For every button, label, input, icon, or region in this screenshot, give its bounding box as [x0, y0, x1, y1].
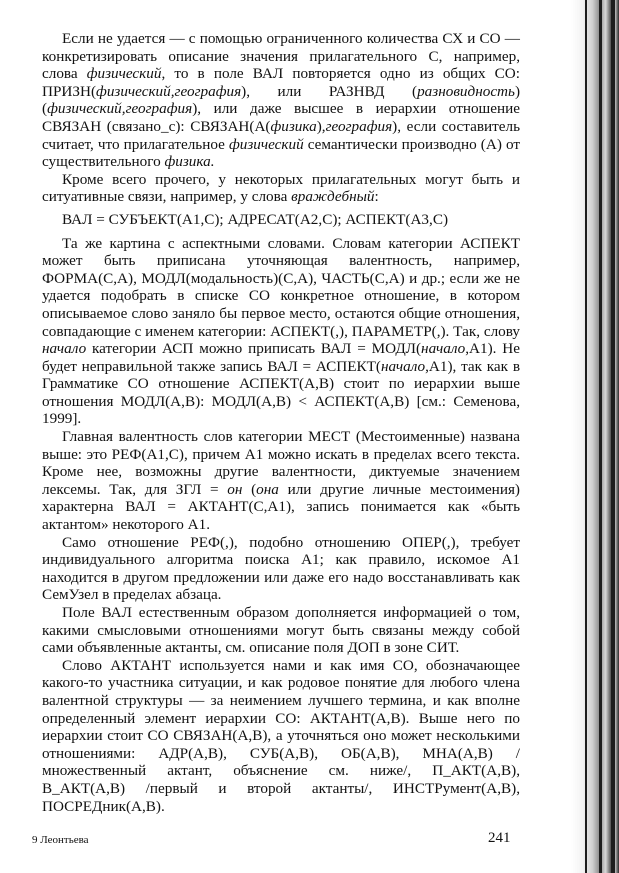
- paragraph: [42, 171, 520, 206]
- text-run: ), или РАЗНВД (: [241, 82, 418, 100]
- paragraph: [42, 534, 520, 604]
- paragraph: [42, 657, 520, 815]
- paragraph: [42, 235, 520, 429]
- text-run: Если не удается — с помощью ограниченного количества СХ и СО — конкретизировать описание значения прилагательного С, например, слова: [42, 30, 520, 83]
- italic-term: он: [227, 480, 243, 498]
- italic-term: физический,география: [47, 100, 193, 118]
- paragraph: [42, 30, 520, 171]
- text-run: :: [374, 188, 379, 206]
- text-run: Само отношение РЕФ(,), подобно отношению ОПЕР(,), требует индивидуального алгоритма поиска А1; как правило, искомое А1 находится в другом предложении или даже его надо восстанавливать как СемУзел в пределах абзаца.: [42, 533, 520, 604]
- italic-term: физика: [270, 117, 317, 135]
- text-run: Та же картина с аспектными словами. Словам категории АСПЕКТ может быть приписана уточняющая валентность, например, ФОРМА(С,А), МОДЛ(модальность)(С,А), ЧАСТЬ(С,А) и др.; если же не удается подобрать в списке СО конкретное отношение, в котором описываемое слово заняло бы первое место, остаются общие отношения, совпадающие с именем категории: АСПЕКТ(,), ПАРАМЕТР(,). Так, слову: [42, 234, 520, 340]
- italic-term: враждебный: [291, 188, 375, 206]
- italic-term: начало: [42, 340, 87, 358]
- italic-term: физический,география: [96, 82, 242, 100]
- page-edge-shadow: [571, 0, 619, 873]
- page-edge-line: [585, 0, 587, 873]
- italic-term: начало: [421, 340, 466, 358]
- printer-signature: 9 Леонтьева: [32, 834, 89, 846]
- page-edge-line: [599, 0, 602, 873]
- text-run: Слово АКТАНТ используется нами и как имя СО, обозначающее какого-то участника ситуации, и как родовое понятие для любого члена валентной структуры — за неимением лучшего термина, и как вполне определенный элемент иерархии СО: АКТАНТ(А,В). Выше него по иерархии стоит СО СВЯЗАН(А,В), а уточняться оно может несколькими отношениями: АДР(А,В), СУБ(А,В), ОБ(А,В), МНА(А,В) /множественный актант, объяснение см. ниже/, П_АКТ(А,В), В_АКТ(А,В) /первый и второй актанты/, ИНСТРумент(А,В), ПОСРЕДник(А,В).: [42, 656, 520, 815]
- formula-line: [42, 211, 520, 229]
- text-run: ), или даже высшее в иерархии отношение СВЯЗАН (связано_с): СВЯЗАН(А(: [42, 100, 520, 135]
- italic-term: физика.: [164, 153, 215, 171]
- text-run: Главная валентность слов категории МЕСТ (Местоименные) названа выше: это РЕФ(А1,С), причем А1 можно искать в пределах всего текста. Кроме нее, возможны другие валентности, диктуемые значением лексемы. Так, для ЗГЛ =: [42, 428, 520, 498]
- text-run: ,А1). Не будет неправильной также запись ВАЛ = АСПЕКТ(: [42, 340, 520, 375]
- italic-term: география: [325, 117, 393, 135]
- text-run: ВАЛ = СУБЪЕКТ(А1,С); АДРЕСАТ(А2,С); АСПЕКТ(А3,С): [62, 210, 449, 228]
- page-edge-line: [611, 0, 615, 873]
- paragraph: [42, 428, 520, 534]
- page-number: 241: [488, 830, 511, 846]
- italic-term: физический: [86, 65, 162, 83]
- italic-term: она: [256, 480, 279, 498]
- italic-term: начало: [380, 357, 426, 375]
- italic-term: разновидность: [417, 82, 515, 100]
- text-run: семантически производно (А) от существительного: [42, 135, 520, 171]
- text-run: или другие личные местоимения) характерна ВАЛ = АКТАНТ(С,А1), запись понимается как «быть актантом» некоторого А1.: [42, 480, 520, 534]
- text-run: категории АСП можно приписать ВАЛ = МОДЛ(: [86, 340, 422, 358]
- text-run: ,А1), так как в Грамматике СО отношение АСПЕКТ(А,В) стоит по иерархии выше отношения МОДЛ(А,В): МОДЛ(А,В) < АСПЕКТ(А,В) [см.: Семенова, 1999].: [42, 357, 520, 428]
- text-run: Поле ВАЛ естественным образом дополняется информацией о том, какими смысловыми отношениями могут быть связаны между собой сами объявленные актанты, см. описание поля ДОП в зоне СИТ.: [42, 604, 520, 657]
- page-body-text: [42, 30, 520, 815]
- text-run: ), если составитель считает, что прилагательное: [42, 117, 520, 153]
- paragraph: [42, 604, 520, 657]
- text-run: Кроме всего прочего, у некоторых прилагательных могут быть и ситуативные связи, например, у слова: [42, 170, 520, 206]
- text-run: ),: [316, 117, 326, 135]
- text-run: , то в поле ВАЛ повторяется одно из общих СО: ПРИЗН(: [42, 65, 520, 100]
- italic-term: физический: [228, 135, 304, 153]
- text-run: )(: [42, 82, 520, 118]
- text-run: (: [242, 480, 257, 498]
